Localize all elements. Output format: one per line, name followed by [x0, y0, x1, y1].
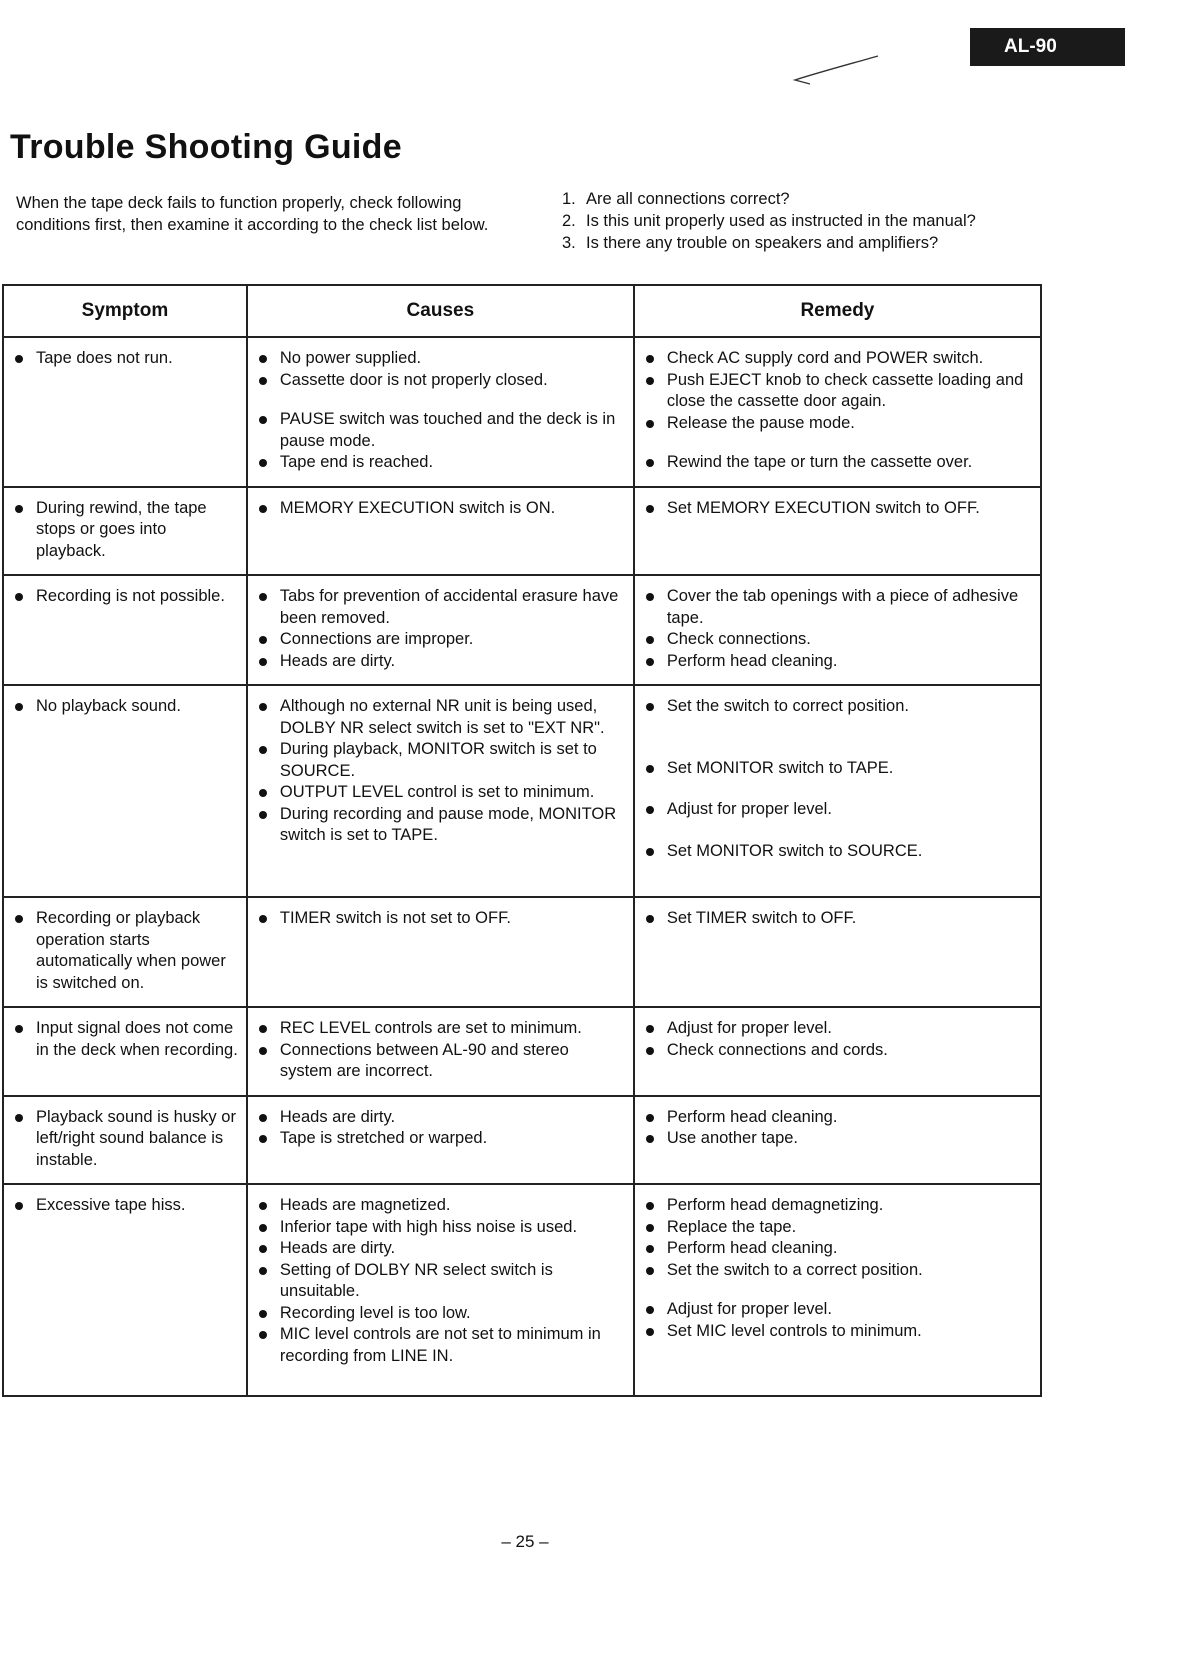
remedy-item: Set MONITOR switch to SOURCE. [643, 841, 1032, 863]
causes-cell [247, 575, 634, 685]
cause-item: Connections between AL-90 and stereo system are incorrect. [256, 1040, 625, 1083]
pre-check-list [562, 188, 1052, 254]
symptom-text: Input signal does not come in the deck when recording. [12, 1018, 238, 1061]
remedy-item: Push EJECT knob to check cassette loading and close the cassette door again. [643, 370, 1032, 413]
table-row [3, 1007, 1041, 1096]
remedy-cell [634, 897, 1041, 1007]
symptom-cell [3, 685, 247, 897]
symptom-text: Excessive tape hiss. [12, 1195, 238, 1217]
cause-item: During recording and pause mode, MONITOR switch is set to TAPE. [256, 804, 625, 847]
causes-cell [247, 337, 634, 487]
symptom-text: No playback sound. [12, 696, 238, 718]
cause-item: Recording level is too low. [256, 1303, 625, 1325]
symptom-cell [3, 337, 247, 487]
remedy-item: Cover the tab openings with a piece of adhesive tape. [643, 586, 1032, 629]
table-header-row [3, 285, 1041, 337]
cause-item: PAUSE switch was touched and the deck is in pause mode. [256, 409, 625, 452]
cause-item: MIC level controls are not set to minimum in recording from LINE IN. [256, 1324, 625, 1367]
cause-item: Heads are dirty. [256, 651, 625, 673]
remedy-item: Perform head cleaning. [643, 1107, 1032, 1129]
troubleshooting-table [2, 284, 1042, 1397]
remedy-item: Adjust for proper level. [643, 1018, 1032, 1040]
remedy-item: Check AC supply cord and POWER switch. [643, 348, 1032, 370]
remedy-item: Check connections. [643, 629, 1032, 651]
cause-item: MEMORY EXECUTION switch is ON. [256, 498, 625, 520]
remedy-header: Remedy [634, 285, 1041, 337]
cause-item: Heads are magnetized. [256, 1195, 625, 1217]
causes-cell [247, 487, 634, 576]
cause-item: No power supplied. [256, 348, 625, 370]
symptom-cell [3, 1096, 247, 1185]
remedy-item: Set MEMORY EXECUTION switch to OFF. [643, 498, 1032, 520]
cause-item: Although no external NR unit is being used, DOLBY NR select switch is set to "EXT NR". [256, 696, 625, 739]
remedy-cell [634, 1184, 1041, 1396]
remedy-item: Rewind the tape or turn the cassette over. [643, 452, 1032, 474]
causes-cell [247, 685, 634, 897]
cause-item: Heads are dirty. [256, 1107, 625, 1129]
remedy-item: Perform head cleaning. [643, 651, 1032, 673]
checklist-text: Is there any trouble on speakers and amplifiers? [586, 234, 939, 252]
remedy-item: Release the pause mode. [643, 413, 1032, 435]
checklist-item [562, 210, 1052, 232]
remedy-item: Set MONITOR switch to TAPE. [643, 758, 1032, 780]
table-row [3, 1096, 1041, 1185]
table-row [3, 575, 1041, 685]
remedy-cell [634, 1096, 1041, 1185]
symptom-cell [3, 487, 247, 576]
remedy-item: Set the switch to a correct position. [643, 1260, 1032, 1282]
causes-header: Causes [247, 285, 634, 337]
symptom-header: Symptom [3, 285, 247, 337]
remedy-item: Perform head demagnetizing. [643, 1195, 1032, 1217]
cause-item: Cassette door is not properly closed. [256, 370, 625, 392]
cause-item: Tabs for prevention of accidental erasure have been removed. [256, 586, 625, 629]
cause-item: TIMER switch is not set to OFF. [256, 908, 625, 930]
symptom-text: During rewind, the tape stops or goes into playback. [12, 498, 238, 563]
cause-item: Tape end is reached. [256, 452, 625, 474]
table-row [3, 1184, 1041, 1396]
cause-item: Connections are improper. [256, 629, 625, 651]
cause-item: Inferior tape with high hiss noise is used. [256, 1217, 625, 1239]
remedy-item: Use another tape. [643, 1128, 1032, 1150]
symptom-text: Recording is not possible. [12, 586, 238, 608]
table-row [3, 337, 1041, 487]
cause-item: OUTPUT LEVEL control is set to minimum. [256, 782, 625, 804]
table-row [3, 897, 1041, 1007]
remedy-cell [634, 487, 1041, 576]
causes-cell [247, 1184, 634, 1396]
remedy-item: Perform head cleaning. [643, 1238, 1032, 1260]
remedy-item: Set the switch to correct position. [643, 696, 1032, 718]
model-tag: AL-90 [970, 28, 1125, 66]
table-row [3, 685, 1041, 897]
checklist-item [562, 188, 1052, 210]
checklist-text: Are all connections correct? [586, 190, 790, 208]
pen-stroke-mark [790, 50, 880, 90]
table-row [3, 487, 1041, 576]
symptom-text: Recording or playback operation starts automatically when power is switched on. [12, 908, 238, 994]
cause-item: Tape is stretched or warped. [256, 1128, 625, 1150]
symptom-cell [3, 897, 247, 1007]
remedy-item: Replace the tape. [643, 1217, 1032, 1239]
cause-item: Heads are dirty. [256, 1238, 625, 1260]
intro-text: When the tape deck fails to function properly, check following conditions first, then examine it according to the check list below. [16, 194, 489, 234]
remedy-cell [634, 685, 1041, 897]
cause-item: Setting of DOLBY NR select switch is unsuitable. [256, 1260, 625, 1303]
symptom-cell [3, 1184, 247, 1396]
checklist-item [562, 232, 1052, 254]
remedy-item: Adjust for proper level. [643, 799, 1032, 821]
checklist-number: 1. [562, 190, 576, 208]
symptom-text: Playback sound is husky or left/right sound balance is instable. [12, 1107, 238, 1172]
remedy-cell [634, 337, 1041, 487]
checklist-number: 2. [562, 212, 576, 230]
cause-item: During playback, MONITOR switch is set to SOURCE. [256, 739, 625, 782]
symptom-text: Tape does not run. [12, 348, 238, 370]
causes-cell [247, 1096, 634, 1185]
remedy-item: Set MIC level controls to minimum. [643, 1321, 1032, 1343]
remedy-item: Adjust for proper level. [643, 1299, 1032, 1321]
remedy-item: Set TIMER switch to OFF. [643, 908, 1032, 930]
remedy-cell [634, 575, 1041, 685]
symptom-cell [3, 1007, 247, 1096]
causes-cell [247, 897, 634, 1007]
causes-cell [247, 1007, 634, 1096]
checklist-text: Is this unit properly used as instructed in the manual? [586, 212, 976, 230]
symptom-cell [3, 575, 247, 685]
remedy-cell [634, 1007, 1041, 1096]
cause-item: REC LEVEL controls are set to minimum. [256, 1018, 625, 1040]
page-title: Trouble Shooting Guide [10, 128, 402, 166]
checklist-number: 3. [562, 234, 576, 252]
page-number: – 25 – [501, 1532, 549, 1551]
remedy-item: Check connections and cords. [643, 1040, 1032, 1062]
